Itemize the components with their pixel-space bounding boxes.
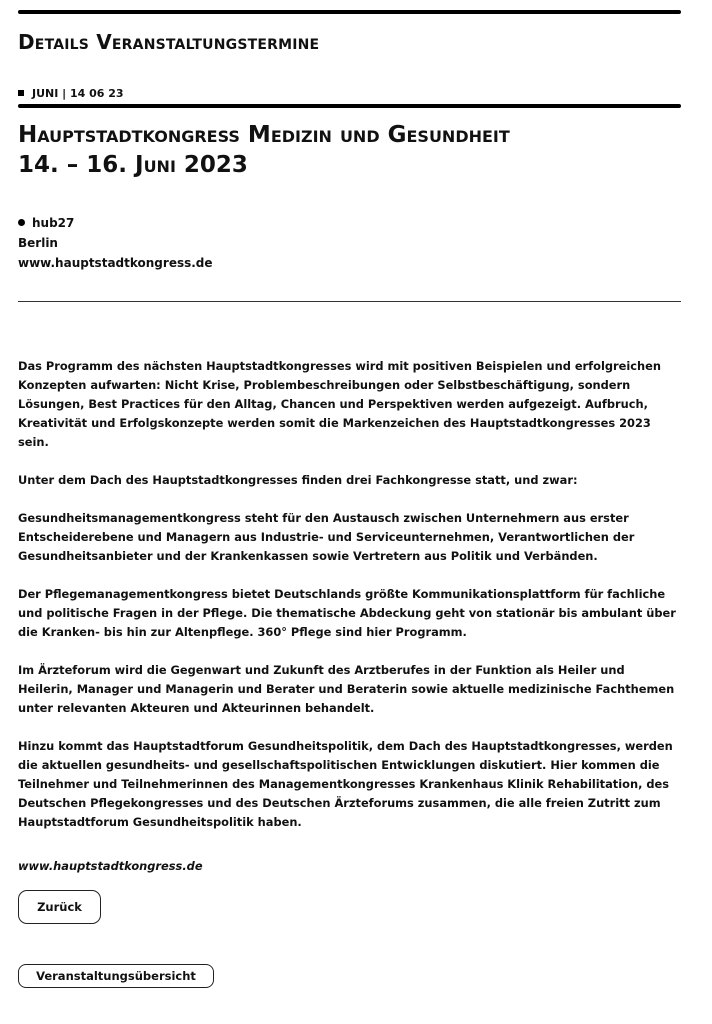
date-tag-label: JUNI | 14 06 23: [32, 87, 124, 100]
square-bullet-icon: [18, 90, 24, 96]
website-link[interactable]: www.hauptstadtkongress.de: [18, 859, 203, 873]
event-website[interactable]: www.hauptstadtkongress.de: [18, 256, 213, 270]
description-paragraph: Unter dem Dach des Hauptstadtkongresses finden drei Fachkongresse statt, und zwar:: [18, 473, 578, 487]
venue-name: hub27: [32, 216, 75, 230]
description-paragraph: Der Pflegemanagementkongress bietet Deutschlands größte Kommunikationsplattform für fachliche und politische Fragen in der Pflege. Die thematische Abdeckung geht von stationär bis ambulant über die Kranken- bis hin zur Altenpflege. 360° Pflege sind hier Programm.: [18, 587, 676, 639]
back-button[interactable]: Zurück: [18, 890, 101, 924]
content-divider: [18, 301, 681, 302]
event-overview-button[interactable]: Veranstaltungsübersicht: [18, 964, 214, 988]
section-divider: [18, 104, 681, 108]
event-location: [18, 213, 213, 273]
description-paragraph: Das Programm des nächsten Hauptstadtkongresses wird mit positiven Beispielen und erfolgreichen Konzepten aufwarten: Nicht Krise, Problembeschreibungen oder Selbstbeschäftigung, sondern Lösungen, Best Practices für den Alltag, Chancen und Perspektiven werden aufgezeigt. Aufbruch, Kreativität und Erfolgskonzepte werden somit die Markenzeichen des Hauptstadtkongresses 2023 sein.: [18, 359, 661, 449]
date-tag: [18, 87, 124, 101]
dot-bullet-icon: [18, 219, 25, 226]
event-title: [18, 120, 510, 180]
event-name: Hauptstadtkongress Medizin und Gesundheit: [18, 122, 510, 148]
event-description: [18, 357, 681, 895]
venue-city: Berlin: [18, 236, 58, 250]
event-dates: 14. – 16. Juni 2023: [18, 152, 248, 178]
description-paragraph: Hinzu kommt das Hauptstadtforum Gesundheitspolitik, dem Dach des Hauptstadtkongresses, werden die aktuellen gesundheits- und gesellschaftspolitischen Entwicklungen diskutiert. Hier kommen die Teilnehmer und Teilnehmerinnen des Managementkongresses Krankenhaus Klinik Rehabilitation, des Deutschen Pflegekongresses und des Deutschen Ärzteforums zusammen, die alle freien Zutritt zum Hauptstadtforum Gesundheitspolitik haben.: [18, 739, 673, 829]
event-details-page: [18, 10, 681, 983]
description-paragraph: Gesundheitsmanagementkongress steht für den Austausch zwischen Unternehmern aus erster Entscheiderebene und Managern aus Industrie- und Serviceunternehmen, Verantwortlichen der Gesundheitsanbieter und der Krankenkassen sowie Vertretern aus Politik und Verbänden.: [18, 511, 635, 563]
page-title: Details Veranstaltungstermine: [18, 30, 320, 54]
description-paragraph: Im Ärzteforum wird die Gegenwart und Zukunft des Arztberufes in der Funktion als Heiler und Heilerin, Manager und Managerin und Berater und Beraterin sowie aktuelle medizinische Fachthemen unter relevanten Akteuren und Akteurinnen behandelt.: [18, 663, 675, 715]
top-divider: [18, 10, 681, 14]
